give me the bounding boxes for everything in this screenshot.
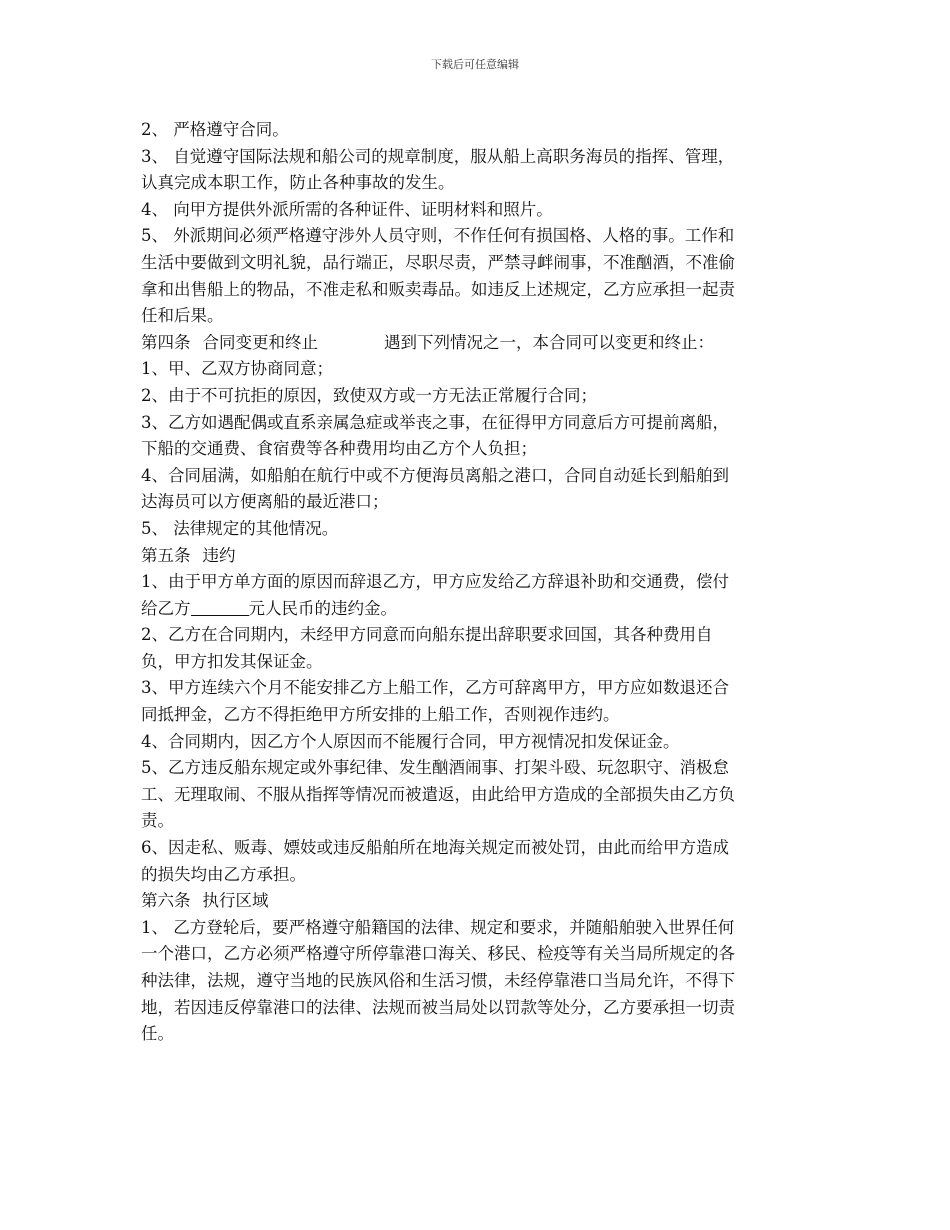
text-line: 3、乙方如遇配偶或直系亲属急症或举丧之事，在征得甲方同意后方可提前离船， bbox=[141, 412, 729, 432]
article-number: 第六条 bbox=[141, 891, 191, 911]
text-line: 6、因走私、贩毒、嫖妓或违反船舶所在地海关规定而被处罚，由此而给甲方造成 bbox=[141, 838, 729, 858]
text-line: 5、 外派期间必须严格遵守涉外人员守则，不作任何有损国格、人格的事。工作和 bbox=[141, 226, 735, 246]
page-header: 下载后可任意编辑 bbox=[431, 58, 519, 71]
article-title: 执行区域 bbox=[202, 891, 269, 911]
text-line: 任。 bbox=[141, 1024, 174, 1044]
text-line: 达海员可以方便离船的最近港口； bbox=[141, 492, 389, 512]
text-line: 生活中要做到文明礼貌，品行端正，尽职尽责，严禁寻衅闹事，不准酗酒，不准偷 bbox=[141, 252, 735, 272]
article-title: 违约 bbox=[202, 545, 236, 565]
text-line: 地，若因违反停靠港口的法律、法规而被当局处以罚款等处分，乙方要承担一切责 bbox=[141, 997, 735, 1017]
text-line: 3、 自觉遵守国际法规和船公司的规章制度，服从船上高职务海员的指挥、管理， bbox=[141, 146, 735, 166]
text-line: 工、无理取闹、不服从指挥等情况而被遣返，由此给甲方造成的全部损失由乙方负 bbox=[141, 784, 735, 804]
text-line: 同抵押金，乙方不得拒绝甲方所安排的上船工作，否则视作违约。 bbox=[141, 705, 620, 725]
text-line: 5、 法律规定的其他情况。 bbox=[141, 518, 339, 538]
text-line: 种法律，法规，遵守当地的民族风俗和生活习惯，未经停靠港口当局允许，不得下 bbox=[141, 971, 735, 990]
text-line: 2、由于不可抗拒的原因，致使双方或一方无法正常履行合同； bbox=[141, 385, 597, 405]
article-4-heading bbox=[141, 330, 821, 357]
text-line: 4、合同届满，如船舶在航行中或不方便海员离船之港口，合同自动延长到船舶到 bbox=[141, 465, 729, 485]
text-line: 认真完成本职工作，防止各种事故的发生。 bbox=[141, 173, 455, 193]
text-line: 2、乙方在合同期内，未经甲方同意而向船东提出辞职要求回国，其各种费用自 bbox=[141, 625, 713, 645]
document-body bbox=[141, 117, 821, 1048]
text-line: 4、合同期内，因乙方个人原因而不能履行合同，甲方视情况扣发保证金。 bbox=[141, 731, 680, 751]
text-line: 3、甲方连续六个月不能安排乙方上船工作，乙方可辞离甲方，甲方应如数退还合 bbox=[141, 678, 729, 698]
text-line: 1、由于甲方单方面的原因而辞退乙方，甲方应发给乙方辞退补助和交通费，偿付 bbox=[141, 572, 729, 592]
text-line: 5、乙方违反船东规定或外事纪律、发生酗酒闹事、打架斗殴、玩忽职守、消极怠 bbox=[141, 758, 729, 778]
text-line: 下船的交通费、食宿费等各种费用均由乙方个人负担； bbox=[141, 439, 537, 459]
text-line: 1、甲、乙双方协商同意； bbox=[141, 359, 333, 379]
article-number: 第五条 bbox=[141, 545, 191, 565]
article-6-heading bbox=[141, 888, 821, 915]
text-line: 2、 严格遵守合同。 bbox=[141, 120, 289, 139]
text-fragment: 元人民币的违约金。 bbox=[248, 598, 397, 618]
article-5-heading bbox=[141, 543, 821, 570]
article-title: 合同变更和终止 bbox=[202, 332, 318, 352]
text-line: 1、 乙方登轮后，要严格遵守船籍国的法律、规定和要求，并随船舶驶入世界任何 bbox=[141, 917, 735, 937]
text-line: 负，甲方扣发其保证金。 bbox=[141, 651, 323, 671]
article-number: 第四条 bbox=[141, 332, 191, 352]
text-line: 任和后果。 bbox=[141, 306, 224, 326]
text-line: 4、 向甲方提供外派所需的各种证件、证明材料和照片。 bbox=[141, 199, 553, 219]
text-line: 的损失均由乙方承担。 bbox=[141, 864, 306, 884]
text-line: 责。 bbox=[141, 811, 174, 831]
article-intro: 遇到下列情况之一，本合同可以变更和终止： bbox=[384, 332, 714, 352]
text-line: 拿和出售船上的物品，不准走私和贩卖毒品。如违反上述规定，乙方应承担一起责 bbox=[141, 279, 735, 299]
text-fragment: 给乙方 bbox=[141, 598, 191, 618]
text-line: 一个港口，乙方必须严格遵守所停靠港口海关、移民、检疫等有关当局所规定的各 bbox=[141, 944, 735, 964]
text-line-with-blank bbox=[141, 596, 821, 623]
fill-in-blank[interactable] bbox=[191, 599, 249, 616]
